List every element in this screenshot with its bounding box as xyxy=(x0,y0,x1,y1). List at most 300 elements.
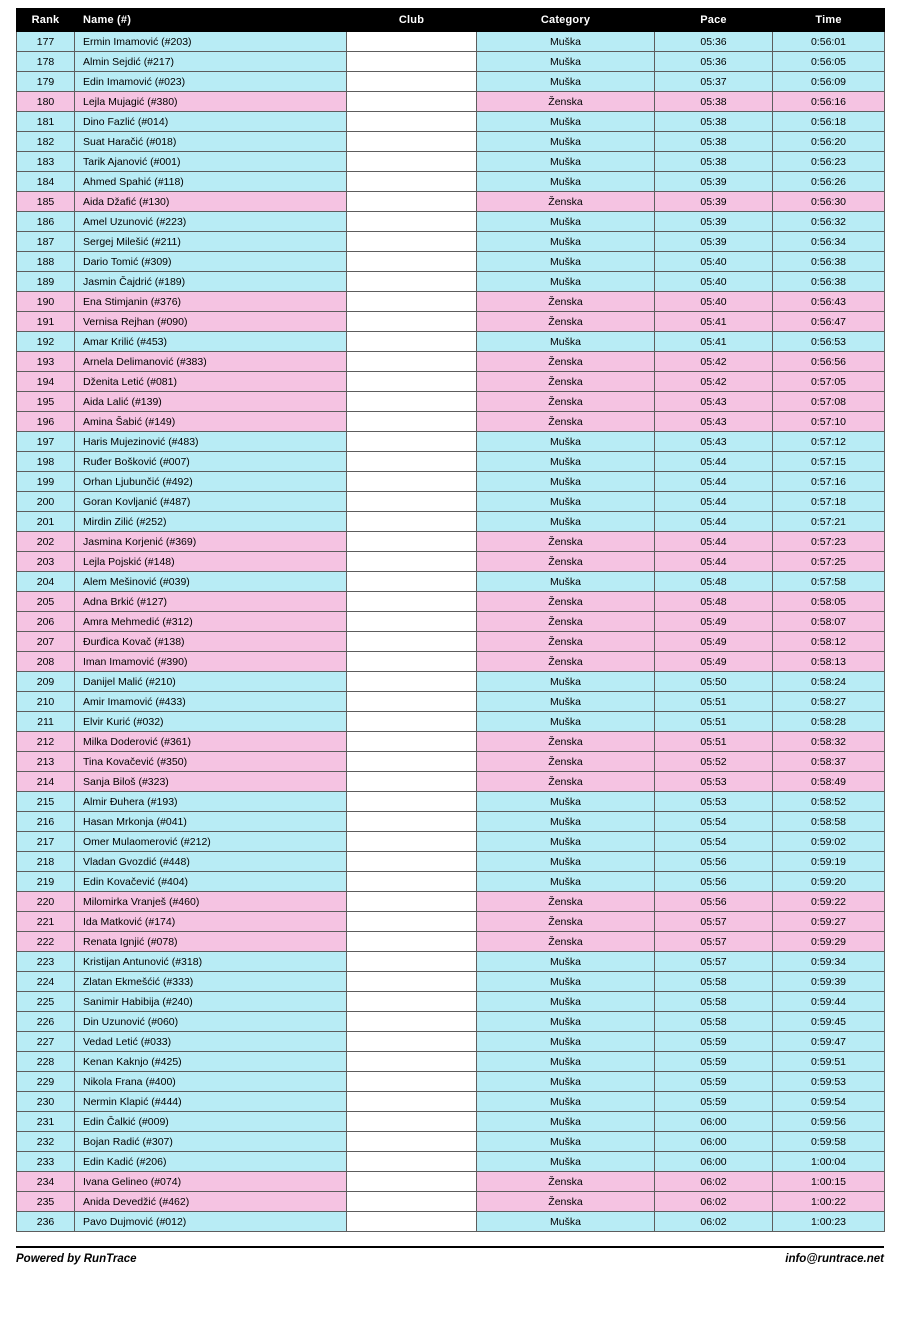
cell-time: 0:57:25 xyxy=(773,552,885,572)
cell-pace: 05:59 xyxy=(655,1072,773,1092)
cell-club xyxy=(347,492,477,512)
cell-time: 0:57:12 xyxy=(773,432,885,452)
table-row xyxy=(17,152,885,172)
cell-pace: 05:38 xyxy=(655,92,773,112)
cell-club xyxy=(347,752,477,772)
table-row xyxy=(17,912,885,932)
cell-pace: 05:44 xyxy=(655,492,773,512)
cell-pace: 05:53 xyxy=(655,772,773,792)
cell-pace: 05:40 xyxy=(655,272,773,292)
cell-name: Tina Kovačević (#350) xyxy=(75,752,347,772)
table-row xyxy=(17,472,885,492)
cell-pace: 05:49 xyxy=(655,652,773,672)
table-row xyxy=(17,692,885,712)
table-row xyxy=(17,532,885,552)
cell-club xyxy=(347,872,477,892)
cell-club xyxy=(347,852,477,872)
cell-pace: 05:58 xyxy=(655,992,773,1012)
cell-club xyxy=(347,912,477,932)
table-row xyxy=(17,412,885,432)
cell-pace: 05:44 xyxy=(655,532,773,552)
cell-club xyxy=(347,112,477,132)
cell-time: 1:00:23 xyxy=(773,1212,885,1232)
cell-name: Danijel Malić (#210) xyxy=(75,672,347,692)
cell-pace: 05:49 xyxy=(655,632,773,652)
cell-time: 0:56:16 xyxy=(773,92,885,112)
column-header-name: Name (#) xyxy=(75,9,347,32)
table-row xyxy=(17,32,885,52)
cell-time: 0:56:05 xyxy=(773,52,885,72)
cell-rank: 218 xyxy=(17,852,75,872)
cell-time: 1:00:22 xyxy=(773,1192,885,1212)
cell-time: 0:59:51 xyxy=(773,1052,885,1072)
cell-category: Ženska xyxy=(477,932,655,952)
cell-club xyxy=(347,1072,477,1092)
cell-category: Muška xyxy=(477,1212,655,1232)
cell-pace: 05:44 xyxy=(655,452,773,472)
cell-category: Muška xyxy=(477,1152,655,1172)
cell-rank: 203 xyxy=(17,552,75,572)
cell-time: 0:59:58 xyxy=(773,1132,885,1152)
cell-time: 0:57:16 xyxy=(773,472,885,492)
table-row xyxy=(17,972,885,992)
cell-rank: 205 xyxy=(17,592,75,612)
table-row xyxy=(17,852,885,872)
cell-time: 0:58:07 xyxy=(773,612,885,632)
cell-rank: 211 xyxy=(17,712,75,732)
cell-club xyxy=(347,1052,477,1072)
cell-pace: 05:38 xyxy=(655,132,773,152)
cell-pace: 05:59 xyxy=(655,1092,773,1112)
cell-rank: 206 xyxy=(17,612,75,632)
cell-club xyxy=(347,792,477,812)
cell-club xyxy=(347,172,477,192)
cell-pace: 06:00 xyxy=(655,1132,773,1152)
cell-category: Muška xyxy=(477,872,655,892)
cell-club xyxy=(347,932,477,952)
table-row xyxy=(17,432,885,452)
cell-category: Muška xyxy=(477,472,655,492)
cell-pace: 05:56 xyxy=(655,872,773,892)
cell-name: Edin Kovačević (#404) xyxy=(75,872,347,892)
cell-club xyxy=(347,992,477,1012)
table-body xyxy=(17,32,885,1232)
cell-time: 0:56:09 xyxy=(773,72,885,92)
cell-club xyxy=(347,632,477,652)
cell-time: 0:57:10 xyxy=(773,412,885,432)
cell-rank: 221 xyxy=(17,912,75,932)
cell-rank: 199 xyxy=(17,472,75,492)
cell-pace: 05:56 xyxy=(655,852,773,872)
cell-club xyxy=(347,212,477,232)
cell-rank: 229 xyxy=(17,1072,75,1092)
table-row xyxy=(17,632,885,652)
cell-pace: 06:02 xyxy=(655,1192,773,1212)
cell-category: Ženska xyxy=(477,892,655,912)
cell-club xyxy=(347,672,477,692)
cell-time: 0:56:34 xyxy=(773,232,885,252)
cell-time: 0:59:02 xyxy=(773,832,885,852)
cell-name: Mirdin Zilić (#252) xyxy=(75,512,347,532)
table-row xyxy=(17,612,885,632)
cell-name: Almir Đuhera (#193) xyxy=(75,792,347,812)
table-row xyxy=(17,832,885,852)
cell-time: 0:56:26 xyxy=(773,172,885,192)
cell-time: 0:56:38 xyxy=(773,252,885,272)
cell-pace: 05:40 xyxy=(655,292,773,312)
cell-pace: 05:59 xyxy=(655,1052,773,1072)
cell-rank: 194 xyxy=(17,372,75,392)
cell-club xyxy=(347,232,477,252)
table-row xyxy=(17,652,885,672)
table-row xyxy=(17,372,885,392)
table-row xyxy=(17,212,885,232)
cell-name: Adna Brkić (#127) xyxy=(75,592,347,612)
cell-pace: 05:43 xyxy=(655,392,773,412)
table-row xyxy=(17,252,885,272)
cell-rank: 219 xyxy=(17,872,75,892)
table-row xyxy=(17,452,885,472)
table-row xyxy=(17,1092,885,1112)
cell-rank: 231 xyxy=(17,1112,75,1132)
cell-category: Muška xyxy=(477,952,655,972)
cell-time: 0:58:28 xyxy=(773,712,885,732)
cell-rank: 213 xyxy=(17,752,75,772)
cell-time: 0:58:24 xyxy=(773,672,885,692)
cell-rank: 202 xyxy=(17,532,75,552)
cell-time: 0:59:27 xyxy=(773,912,885,932)
cell-name: Hasan Mrkonja (#041) xyxy=(75,812,347,832)
cell-category: Muška xyxy=(477,152,655,172)
cell-name: Sanimir Habibija (#240) xyxy=(75,992,347,1012)
cell-name: Orhan Ljubunčić (#492) xyxy=(75,472,347,492)
cell-rank: 234 xyxy=(17,1172,75,1192)
cell-name: Edin Imamović (#023) xyxy=(75,72,347,92)
table-row xyxy=(17,1172,885,1192)
table-row xyxy=(17,792,885,812)
cell-time: 0:57:08 xyxy=(773,392,885,412)
column-header-rank: Rank xyxy=(17,9,75,32)
cell-pace: 05:37 xyxy=(655,72,773,92)
cell-time: 0:56:23 xyxy=(773,152,885,172)
cell-club xyxy=(347,1152,477,1172)
cell-category: Ženska xyxy=(477,612,655,632)
cell-rank: 235 xyxy=(17,1192,75,1212)
cell-club xyxy=(347,432,477,452)
cell-category: Muška xyxy=(477,712,655,732)
cell-rank: 210 xyxy=(17,692,75,712)
cell-club xyxy=(347,412,477,432)
cell-time: 0:58:58 xyxy=(773,812,885,832)
cell-club xyxy=(347,692,477,712)
cell-club xyxy=(347,452,477,472)
cell-category: Muška xyxy=(477,672,655,692)
cell-category: Muška xyxy=(477,572,655,592)
cell-pace: 05:51 xyxy=(655,712,773,732)
table-row xyxy=(17,292,885,312)
cell-name: Renata Ignjić (#078) xyxy=(75,932,347,952)
cell-rank: 191 xyxy=(17,312,75,332)
cell-name: Ruđer Bošković (#007) xyxy=(75,452,347,472)
cell-category: Muška xyxy=(477,812,655,832)
cell-rank: 230 xyxy=(17,1092,75,1112)
cell-name: Amra Mehmedić (#312) xyxy=(75,612,347,632)
cell-name: Edin Čalkić (#009) xyxy=(75,1112,347,1132)
cell-category: Ženska xyxy=(477,392,655,412)
cell-rank: 226 xyxy=(17,1012,75,1032)
cell-rank: 223 xyxy=(17,952,75,972)
cell-club xyxy=(347,1032,477,1052)
cell-pace: 05:39 xyxy=(655,232,773,252)
cell-name: Edin Kadić (#206) xyxy=(75,1152,347,1172)
cell-club xyxy=(347,1012,477,1032)
cell-rank: 208 xyxy=(17,652,75,672)
cell-time: 0:56:32 xyxy=(773,212,885,232)
cell-category: Muška xyxy=(477,272,655,292)
cell-name: Ida Matković (#174) xyxy=(75,912,347,932)
cell-pace: 05:54 xyxy=(655,812,773,832)
cell-category: Muška xyxy=(477,32,655,52)
cell-name: Milka Doderović (#361) xyxy=(75,732,347,752)
footer-contact-email: info@runtrace.net xyxy=(785,1253,884,1265)
cell-category: Muška xyxy=(477,1072,655,1092)
results-table xyxy=(16,8,885,1232)
cell-time: 0:56:47 xyxy=(773,312,885,332)
table-row xyxy=(17,92,885,112)
table-row xyxy=(17,312,885,332)
cell-pace: 05:51 xyxy=(655,732,773,752)
cell-rank: 220 xyxy=(17,892,75,912)
table-row xyxy=(17,192,885,212)
cell-name: Anida Devedžić (#462) xyxy=(75,1192,347,1212)
cell-name: Amar Krilić (#453) xyxy=(75,332,347,352)
cell-name: Dženita Letić (#081) xyxy=(75,372,347,392)
cell-name: Ivana Gelineo (#074) xyxy=(75,1172,347,1192)
cell-category: Muška xyxy=(477,1012,655,1032)
cell-rank: 186 xyxy=(17,212,75,232)
cell-name: Kenan Kaknjo (#425) xyxy=(75,1052,347,1072)
cell-club xyxy=(347,92,477,112)
cell-rank: 217 xyxy=(17,832,75,852)
table-row xyxy=(17,72,885,92)
cell-category: Muška xyxy=(477,232,655,252)
cell-category: Muška xyxy=(477,452,655,472)
cell-name: Alem Mešinović (#039) xyxy=(75,572,347,592)
column-header-category: Category xyxy=(477,9,655,32)
column-header-time: Time xyxy=(773,9,885,32)
table-row xyxy=(17,232,885,252)
cell-rank: 181 xyxy=(17,112,75,132)
table-row xyxy=(17,812,885,832)
cell-time: 0:58:49 xyxy=(773,772,885,792)
cell-pace: 05:48 xyxy=(655,592,773,612)
cell-rank: 225 xyxy=(17,992,75,1012)
cell-pace: 05:59 xyxy=(655,1032,773,1052)
cell-rank: 201 xyxy=(17,512,75,532)
table-row xyxy=(17,112,885,132)
cell-club xyxy=(347,712,477,732)
cell-time: 0:58:27 xyxy=(773,692,885,712)
cell-name: Din Uzunović (#060) xyxy=(75,1012,347,1032)
cell-name: Bojan Radić (#307) xyxy=(75,1132,347,1152)
cell-category: Muška xyxy=(477,332,655,352)
cell-category: Ženska xyxy=(477,412,655,432)
cell-time: 0:58:12 xyxy=(773,632,885,652)
cell-category: Muška xyxy=(477,1132,655,1152)
cell-name: Suat Haračić (#018) xyxy=(75,132,347,152)
cell-name: Aida Lalić (#139) xyxy=(75,392,347,412)
cell-category: Muška xyxy=(477,512,655,532)
cell-category: Muška xyxy=(477,492,655,512)
cell-time: 0:56:53 xyxy=(773,332,885,352)
cell-pace: 05:39 xyxy=(655,192,773,212)
cell-name: Pavo Dujmović (#012) xyxy=(75,1212,347,1232)
cell-rank: 214 xyxy=(17,772,75,792)
cell-time: 0:56:38 xyxy=(773,272,885,292)
table-row xyxy=(17,332,885,352)
cell-category: Muška xyxy=(477,692,655,712)
cell-club xyxy=(347,152,477,172)
cell-category: Ženska xyxy=(477,752,655,772)
cell-time: 0:59:56 xyxy=(773,1112,885,1132)
cell-club xyxy=(347,252,477,272)
cell-time: 0:59:44 xyxy=(773,992,885,1012)
cell-name: Iman Imamović (#390) xyxy=(75,652,347,672)
cell-pace: 05:44 xyxy=(655,512,773,532)
cell-club xyxy=(347,32,477,52)
cell-name: Jasmin Čajdrić (#189) xyxy=(75,272,347,292)
cell-rank: 212 xyxy=(17,732,75,752)
cell-rank: 185 xyxy=(17,192,75,212)
cell-pace: 05:36 xyxy=(655,52,773,72)
table-row xyxy=(17,352,885,372)
cell-name: Ahmed Spahić (#118) xyxy=(75,172,347,192)
cell-pace: 05:39 xyxy=(655,172,773,192)
cell-name: Dino Fazlić (#014) xyxy=(75,112,347,132)
cell-pace: 05:52 xyxy=(655,752,773,772)
cell-time: 0:57:58 xyxy=(773,572,885,592)
cell-name: Aida Džafić (#130) xyxy=(75,192,347,212)
cell-pace: 06:00 xyxy=(655,1112,773,1132)
cell-category: Ženska xyxy=(477,732,655,752)
cell-category: Ženska xyxy=(477,1172,655,1192)
footer-powered-by: Powered by RunTrace xyxy=(16,1253,137,1265)
cell-category: Ženska xyxy=(477,592,655,612)
cell-name: Elvir Kurić (#032) xyxy=(75,712,347,732)
cell-rank: 188 xyxy=(17,252,75,272)
cell-name: Sanja Biloš (#323) xyxy=(75,772,347,792)
cell-pace: 05:57 xyxy=(655,932,773,952)
cell-category: Muška xyxy=(477,132,655,152)
cell-rank: 197 xyxy=(17,432,75,452)
cell-pace: 05:36 xyxy=(655,32,773,52)
cell-pace: 05:57 xyxy=(655,912,773,932)
table-row xyxy=(17,552,885,572)
cell-rank: 193 xyxy=(17,352,75,372)
cell-club xyxy=(347,192,477,212)
cell-pace: 05:49 xyxy=(655,612,773,632)
cell-time: 0:56:30 xyxy=(773,192,885,212)
cell-club xyxy=(347,952,477,972)
cell-time: 0:57:05 xyxy=(773,372,885,392)
cell-time: 0:57:21 xyxy=(773,512,885,532)
cell-club xyxy=(347,772,477,792)
cell-club xyxy=(347,1172,477,1192)
cell-rank: 182 xyxy=(17,132,75,152)
cell-pace: 05:56 xyxy=(655,892,773,912)
cell-rank: 215 xyxy=(17,792,75,812)
cell-category: Muška xyxy=(477,212,655,232)
cell-category: Muška xyxy=(477,1052,655,1072)
cell-pace: 05:38 xyxy=(655,112,773,132)
cell-category: Muška xyxy=(477,1112,655,1132)
table-row xyxy=(17,712,885,732)
cell-category: Ženska xyxy=(477,552,655,572)
cell-pace: 05:57 xyxy=(655,952,773,972)
cell-name: Arnela Delimanović (#383) xyxy=(75,352,347,372)
cell-club xyxy=(347,892,477,912)
cell-rank: 183 xyxy=(17,152,75,172)
table-row xyxy=(17,1112,885,1132)
cell-time: 0:58:13 xyxy=(773,652,885,672)
table-row xyxy=(17,932,885,952)
cell-pace: 05:58 xyxy=(655,972,773,992)
cell-rank: 232 xyxy=(17,1132,75,1152)
cell-time: 0:59:29 xyxy=(773,932,885,952)
cell-club xyxy=(347,372,477,392)
cell-name: Zlatan Ekmešćić (#333) xyxy=(75,972,347,992)
cell-time: 0:56:01 xyxy=(773,32,885,52)
table-header-row xyxy=(17,9,885,32)
cell-pace: 06:02 xyxy=(655,1172,773,1192)
cell-rank: 207 xyxy=(17,632,75,652)
cell-rank: 216 xyxy=(17,812,75,832)
cell-club xyxy=(347,552,477,572)
cell-time: 0:57:18 xyxy=(773,492,885,512)
cell-club xyxy=(347,332,477,352)
cell-name: Ermin Imamović (#203) xyxy=(75,32,347,52)
table-row xyxy=(17,1032,885,1052)
cell-time: 0:58:05 xyxy=(773,592,885,612)
cell-pace: 05:39 xyxy=(655,212,773,232)
cell-club xyxy=(347,732,477,752)
cell-category: Muška xyxy=(477,852,655,872)
cell-category: Ženska xyxy=(477,292,655,312)
cell-rank: 222 xyxy=(17,932,75,952)
cell-name: Amina Šabić (#149) xyxy=(75,412,347,432)
cell-club xyxy=(347,392,477,412)
cell-name: Goran Kovljanić (#487) xyxy=(75,492,347,512)
cell-club xyxy=(347,1192,477,1212)
cell-pace: 06:00 xyxy=(655,1152,773,1172)
table-row xyxy=(17,732,885,752)
cell-name: Vladan Gvozdić (#448) xyxy=(75,852,347,872)
cell-rank: 177 xyxy=(17,32,75,52)
cell-category: Muška xyxy=(477,112,655,132)
cell-name: Lejla Mujagić (#380) xyxy=(75,92,347,112)
cell-club xyxy=(347,72,477,92)
cell-club xyxy=(347,132,477,152)
table-row xyxy=(17,1012,885,1032)
cell-club xyxy=(347,1212,477,1232)
cell-category: Muška xyxy=(477,432,655,452)
column-header-pace: Pace xyxy=(655,9,773,32)
cell-category: Muška xyxy=(477,1032,655,1052)
cell-name: Kristijan Antunović (#318) xyxy=(75,952,347,972)
cell-club xyxy=(347,532,477,552)
cell-name: Vedad Letić (#033) xyxy=(75,1032,347,1052)
cell-rank: 233 xyxy=(17,1152,75,1172)
